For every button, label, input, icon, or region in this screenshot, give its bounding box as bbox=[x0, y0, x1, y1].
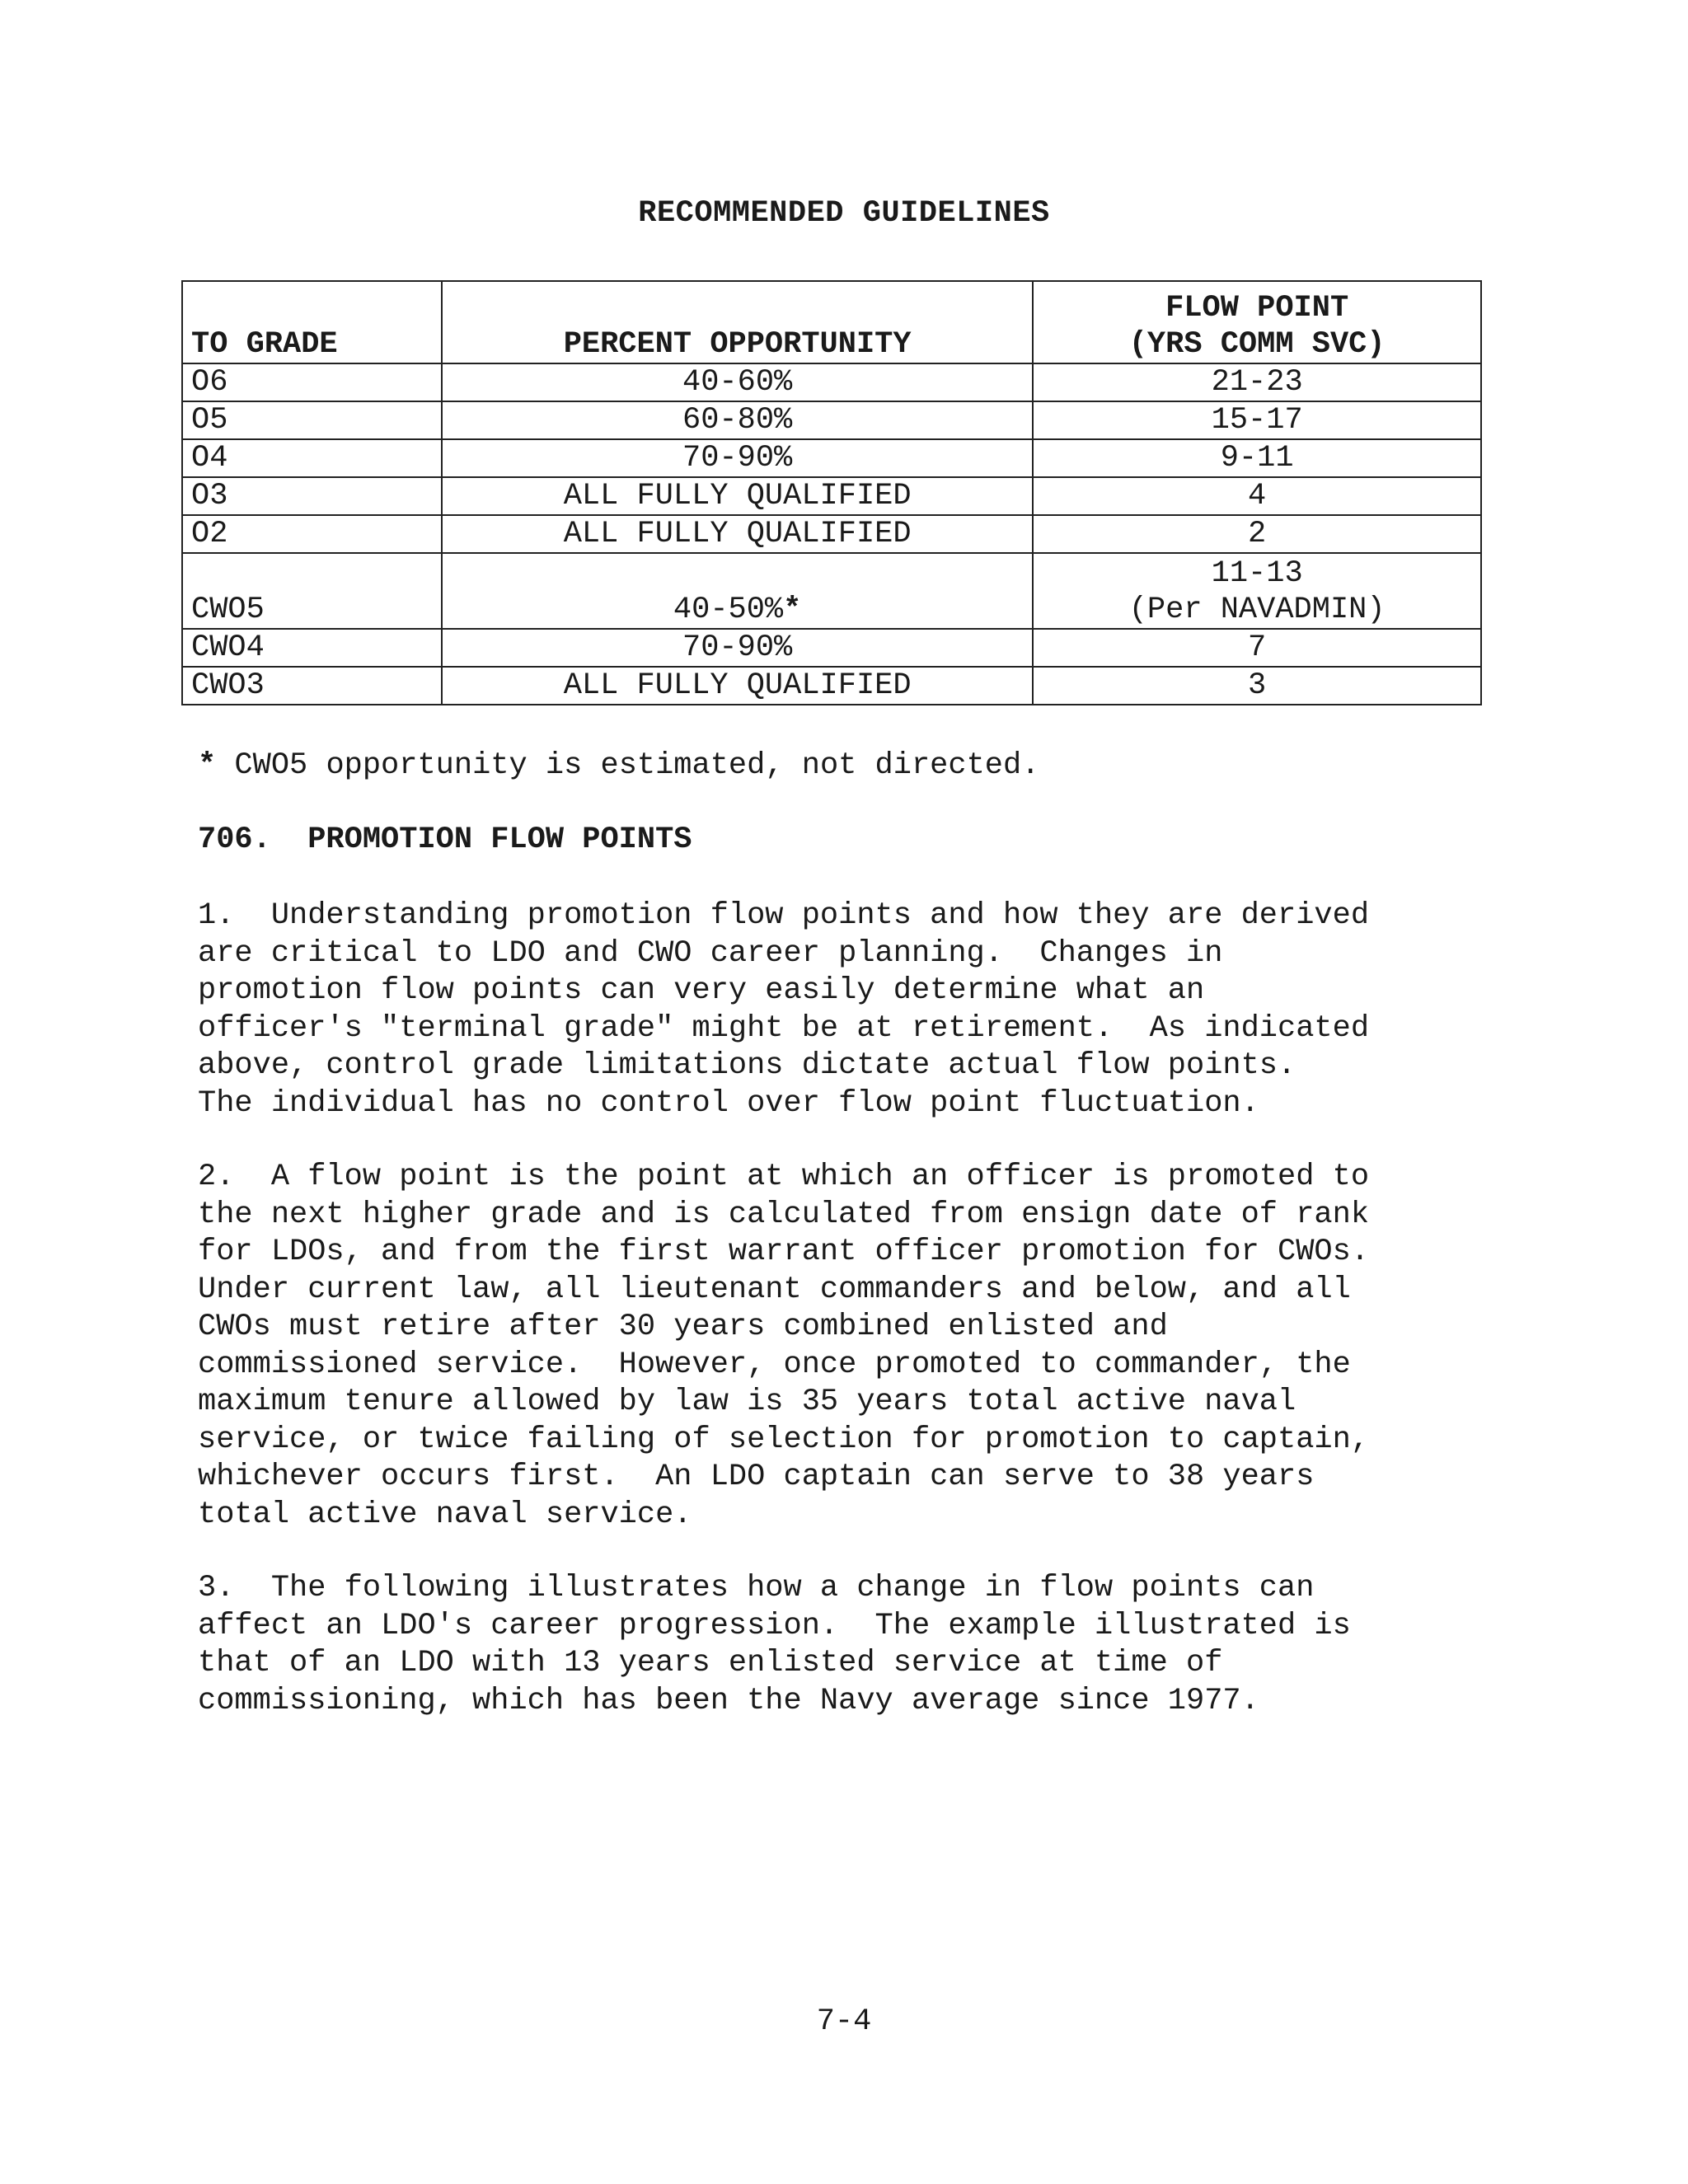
cell-flow bbox=[1033, 553, 1481, 629]
table-row bbox=[182, 629, 1481, 667]
section-heading: 706. PROMOTION FLOW POINTS bbox=[198, 823, 692, 857]
cell-grade: CWO3 bbox=[182, 667, 442, 705]
cell-flow-note: (Per NAVADMIN) bbox=[1128, 593, 1386, 627]
table-row bbox=[182, 477, 1481, 515]
paragraph-1: 1. Understanding promotion flow points and how they are derived are critical to LDO and CWO career planning. Changes in promotion flow points can very easily determine what an officer's "terminal grade" might be at retirement. As indicated above, control grade limitations dictate actual flow points. The individual has no control over flow point fluctuation. bbox=[198, 898, 1370, 1121]
header-flow-line1: FLOW POINT bbox=[1165, 291, 1349, 326]
guidelines-table bbox=[181, 280, 1482, 705]
cell-percent: 70-90% bbox=[442, 439, 1033, 477]
cell-percent: 70-90% bbox=[442, 629, 1033, 667]
header-flow-point bbox=[1033, 281, 1481, 363]
cell-percent: ALL FULLY QUALIFIED bbox=[442, 667, 1033, 705]
page-number: 7-4 bbox=[816, 2004, 872, 2039]
table-row bbox=[182, 439, 1481, 477]
cell-flow: 9-11 bbox=[1033, 439, 1481, 477]
cell-grade: O5 bbox=[182, 401, 442, 439]
cell-percent-value: 40-50% bbox=[673, 593, 784, 627]
page-title: RECOMMENDED GUIDELINES bbox=[638, 196, 1050, 231]
table-header-row bbox=[182, 281, 1481, 363]
header-flow-line2: (YRS COMM SVC) bbox=[1128, 327, 1386, 362]
cell-grade: CWO5 bbox=[182, 553, 442, 629]
cell-flow: 15-17 bbox=[1033, 401, 1481, 439]
cell-grade: CWO4 bbox=[182, 629, 442, 667]
cell-flow: 3 bbox=[1033, 667, 1481, 705]
cell-flow: 4 bbox=[1033, 477, 1481, 515]
table-row bbox=[182, 553, 1481, 629]
cell-flow: 7 bbox=[1033, 629, 1481, 667]
cell-flow: 2 bbox=[1033, 515, 1481, 553]
cell-percent bbox=[442, 553, 1033, 629]
cell-flow: 21-23 bbox=[1033, 363, 1481, 401]
cell-grade: O3 bbox=[182, 477, 442, 515]
header-percent-opportunity: PERCENT OPPORTUNITY bbox=[442, 281, 1033, 363]
footnote-asterisk: * bbox=[198, 748, 217, 783]
table-row bbox=[182, 363, 1481, 401]
footnote-text: CWO5 opportunity is estimated, not directed. bbox=[216, 748, 1040, 783]
cell-percent: 40-60% bbox=[442, 363, 1033, 401]
asterisk-mark: * bbox=[783, 593, 802, 627]
footnote bbox=[198, 748, 1039, 783]
cell-grade: O4 bbox=[182, 439, 442, 477]
cell-grade: O2 bbox=[182, 515, 442, 553]
paragraph-3: 3. The following illustrates how a change in flow points can affect an LDO's career progression. The example illustrated is that of an LDO with 13 years enlisted service at time of commissioning, which has been the Navy average since 1977. bbox=[198, 1571, 1351, 1718]
header-to-grade: TO GRADE bbox=[182, 281, 442, 363]
cell-grade: O6 bbox=[182, 363, 442, 401]
cell-percent: 60-80% bbox=[442, 401, 1033, 439]
table-row bbox=[182, 667, 1481, 705]
paragraph-2: 2. A flow point is the point at which an officer is promoted to the next higher grade and is calculated from ensign date of rank for LDOs, and from the first warrant officer promotion for CWOs. Under current law, all lieutenant commanders and below, and all CWOs must retire after 30 years combined enlisted and commissioned service. However, once promoted to commander, the maximum tenure allowed by law is 35 years total active naval service, or twice failing of selection for promotion to captain, whichever occurs first. An LDO captain can serve to 38 years total active naval service. bbox=[198, 1160, 1370, 1532]
table-row bbox=[182, 401, 1481, 439]
cell-percent: ALL FULLY QUALIFIED bbox=[442, 477, 1033, 515]
cell-percent: ALL FULLY QUALIFIED bbox=[442, 515, 1033, 553]
cell-flow-value: 11-13 bbox=[1211, 556, 1303, 591]
table-row bbox=[182, 515, 1481, 553]
